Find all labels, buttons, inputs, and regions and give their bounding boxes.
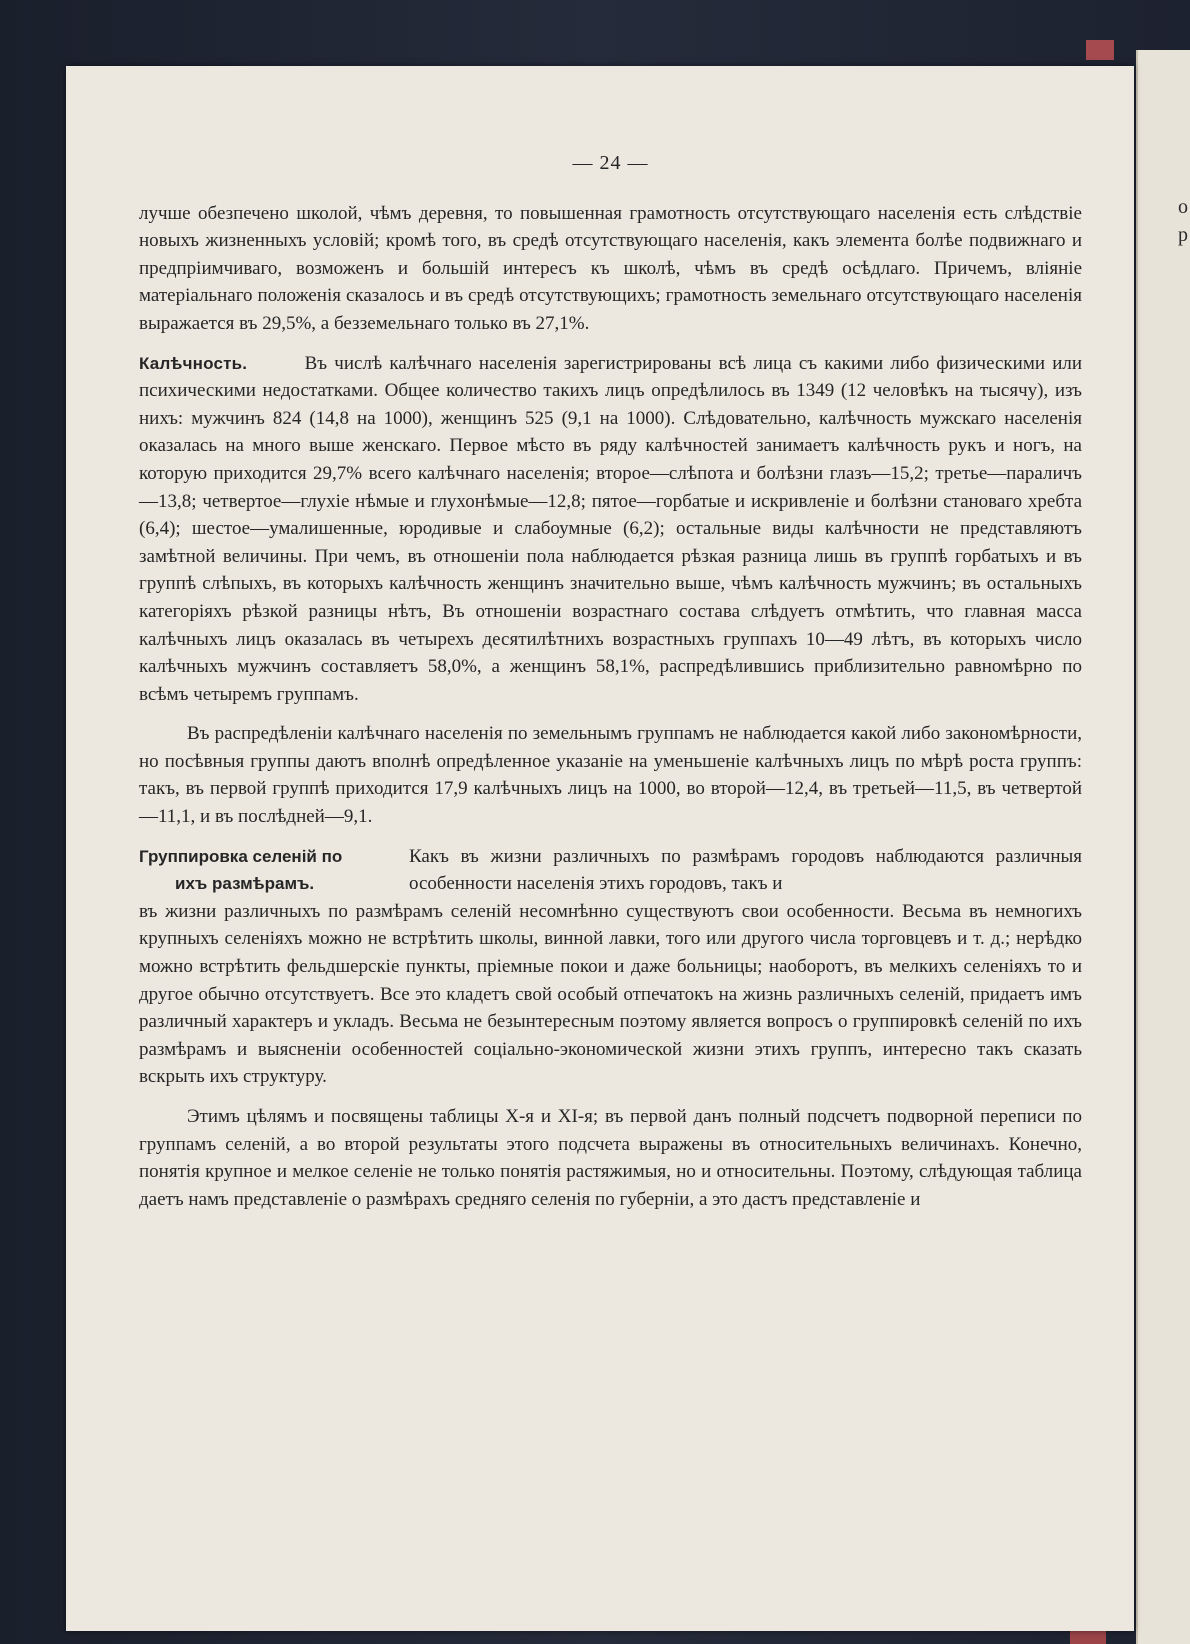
section-heading-line2: ихъ размѣрамъ. [175,874,315,894]
paragraph-cripples-text: Въ числѣ калѣчнаго населенія зарегистрированы всѣ лица съ какими либо физическими или психическими недостатками. Общее количество такихъ лицъ опредѣлилось въ 1349 (12 человѣкъ на тысячу), изъ нихъ: мужчинъ 824 (14,8 на 1000), женщинъ 525 (9,1 на 1000). Слѣдовательно, калѣчность мужскаго населенія оказалась на много выше женскаго. Первое мѣсто въ ряду калѣчностей занимаетъ калѣчность рукъ и ногъ, на которую приходится 29,7% всего калѣчнаго населенія; второе—слѣпота и болѣзни глазъ—15,2; третье—параличъ—13,8; четвертое—глухіе нѣмые и глухонѣмые—12,8; пятое—горбатые и искривленіе и болѣзни становаго хребта (6,4); шестое—умалишенные, юродивые и слабоумные (6,2); остальные виды калѣчности не представляютъ замѣтной величины. При чемъ, въ отношеніи пола наблюдается рѣзкая разница лишь въ группѣ горбатыхъ и въ группѣ слѣпыхъ, въ которыхъ калѣчность женщинъ значительно выше, чѣмъ калѣчность мужчинъ; въ остальныхъ категоріяхъ рѣзкой разницы нѣтъ, Въ отношеніи возрастнаго состава слѣдуетъ отмѣтить, что главная масса калѣчныхъ лицъ оказалась въ четырехъ десятилѣтнихъ возрастныхъ группахъ 10—49 лѣтъ, въ которыхъ число калѣчныхъ мужчинъ составляетъ 58,0%, а женщинъ 58,1%, распредѣлившись приблизительно равномѣрно по всѣмъ четыремъ группамъ. [139,352,1083,705]
adjacent-page-fragment: р [1178,224,1188,246]
paragraph-cripples [139,350,1082,709]
adjacent-page-fragment: о [1178,196,1188,218]
paragraph-grouping-text: въ жизни различныхъ по размѣрамъ селеній несомнѣнно существуютъ свои особенности. Весьма въ немногихъ крупныхъ селеніяхъ можно не встрѣтить школы, винной лавки, того или другого числа торговцевъ и т. д.; нерѣдко можно встрѣтить фельдшерскіе пункты, пріемные покои и даже больницы; наоборотъ, въ мелкихъ селеніяхъ то и другое обычно отсутствуетъ. Все это кладетъ свой особый отпечатокъ на жизнь различныхъ селеній, придаетъ имъ различный характеръ и укладъ. Весьма не безынтересным поэтому является вопросъ о группировкѣ селеній по ихъ размѣрамъ и выясненіи особенностей соціально-экономической жизни этихъ группъ, интересно такъ сказать вскрыть ихъ структуру. [139,900,1082,1088]
page-number: — 24 — [572,152,649,174]
paragraph-literacy: лучше обезпечено школой, чѣмъ деревня, то повышенная грамотность отсутствующаго населенія есть слѣдствіе новыхъ жизненныхъ условій; кромѣ того, въ средѣ отсутствующаго населенія, какъ элемента болѣе подвижнаго и предпріимчиваго, возможенъ и большій интересъ къ школѣ, чѣмъ въ средѣ осѣдлаго. Причемъ, вліяніе матеріальнаго положенія сказалось и въ средѣ отсутствующихъ; грамотность земельнаго отсутствующаго населенія выражается въ 29,5%, а безземельнаго только въ 27,1%. [139,202,1082,334]
section-heading-line1: Группировка селеній по [139,846,343,866]
section-heading-grouping [139,843,409,898]
page-content [139,150,1082,1213]
paragraph-grouping-lead: Какъ въ жизни различныхъ по размѣрамъ городовъ наблюдаются различныя особенности населенія этихъ городовъ, такъ и [409,845,1082,895]
section-heading-cripples: Калѣчность. [139,353,248,373]
adjacent-page-edge [1136,50,1190,1644]
binding-edge-top [1086,40,1114,60]
paragraph-land-groups: Въ распредѣленіи калѣчнаго населенія по земельнымъ группамъ не наблюдается какой либо закономѣрности, но посѣвныя группы даютъ вполнѣ опредѣленное указаніе на уменьшеніе калѣчныхъ лицъ по мѣрѣ роста группъ: такъ, въ первой группѣ приходится 17,9 калѣчныхъ лицъ на 1000, во второй—12,4, въ третьей—11,5, въ четвертой—11,1, и въ послѣдней—9,1. [139,723,1082,828]
section-grouping [139,843,1082,898]
paragraph-tables: Этимъ цѣлямъ и посвящены таблицы X-я и XI-я; въ первой данъ полный подсчетъ подворной переписи по группамъ селеній, а во второй результаты этого подсчета выражены въ относительныхъ величинахъ. Конечно, понятія крупное и мелкое селеніе не только понятія растяжимыя, но и относительны. Поэтому, слѣдующая таблица даетъ намъ представленіе о размѣрахъ средняго селенія по губерніи, а это дастъ представленіе и [139,1106,1082,1210]
